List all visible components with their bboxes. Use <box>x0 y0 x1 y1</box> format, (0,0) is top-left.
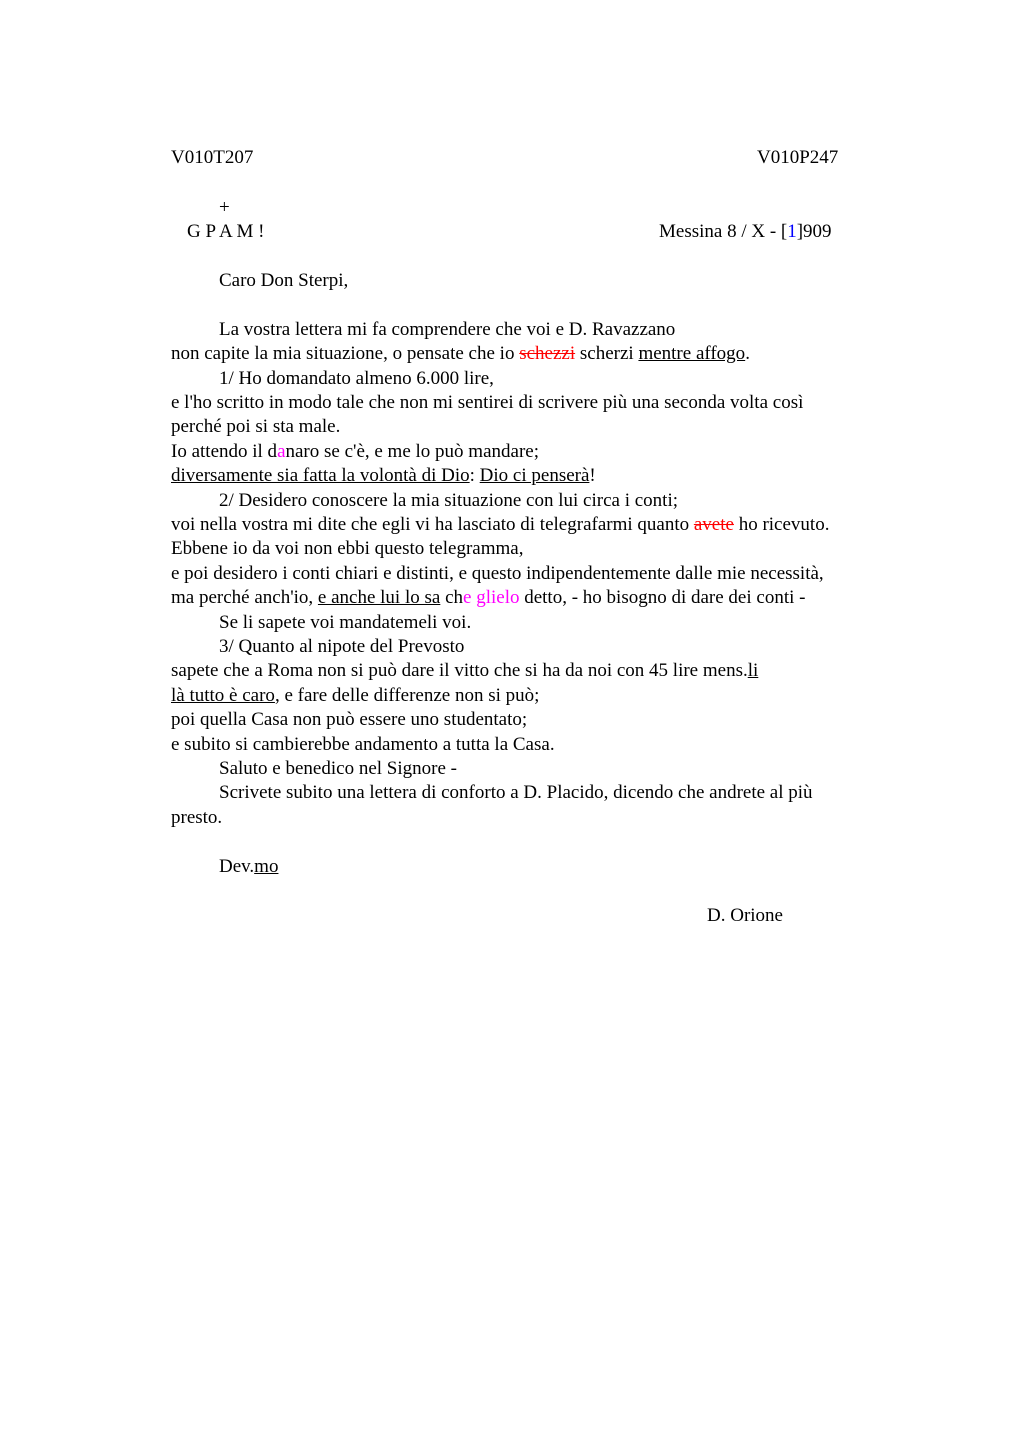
salutation: Caro Don Sterpi, <box>219 270 349 291</box>
underlined-phrase: Dio ci penserà <box>479 465 590 486</box>
text-line: Saluto e benedico nel Signore - <box>219 758 457 779</box>
cross-mark: + <box>219 197 230 218</box>
text-line: ma perché anch'io, e anche lui lo sa che glielo detto, - ho bisogno di dare dei conti - <box>171 587 806 608</box>
document-code-left: V010T207 <box>171 147 254 168</box>
signature: D. Orione <box>707 905 783 926</box>
text-line: Io attendo il danaro se c'è, e me lo può mandare; <box>171 441 539 462</box>
text-line: là tutto è caro, e fare delle differenze non si può; <box>171 685 540 706</box>
text-line: perché poi si sta male. <box>171 416 341 437</box>
closing: Dev.mo <box>219 856 279 877</box>
inserted-phrase: e glielo <box>463 587 520 608</box>
text-line: e poi desidero i conti chiari e distinti, e questo indipendentemente dalle mie necessità, <box>171 563 824 584</box>
underlined-phrase: li <box>747 660 759 681</box>
struck-word: schezzi <box>519 343 576 364</box>
struck-word: avete <box>693 514 734 535</box>
underlined-phrase: mo <box>254 856 279 877</box>
motto: G P A M ! <box>187 221 265 242</box>
text-line: diversamente sia fatta la volontà di Dio: Dio ci penserà! <box>171 465 596 486</box>
editorial-insertion: 1 <box>787 221 797 242</box>
underlined-phrase: diversamente sia fatta la volontà di Dio <box>171 465 470 486</box>
underlined-phrase: mentre affogo <box>638 343 746 364</box>
text-line: Se li sapete voi mandatemeli voi. <box>219 612 472 633</box>
text-line: 2/ Desidero conoscere la mia situazione con lui circa i conti; <box>219 490 678 511</box>
text-line: voi nella vostra mi dite che egli vi ha lasciato di telegrafarmi quanto avete ho ricevuto. <box>171 514 830 535</box>
inserted-letter: a <box>277 441 286 462</box>
text-line: 1/ Ho domandato almeno 6.000 lire, <box>219 368 494 389</box>
document-code-right: V010P247 <box>757 147 839 168</box>
text-line: Ebbene io da voi non ebbi questo telegramma, <box>171 538 524 559</box>
text-line: 3/ Quanto al nipote del Prevosto <box>219 636 465 657</box>
underlined-phrase: là tutto è caro <box>171 685 275 706</box>
text-line: poi quella Casa non può essere uno studentato; <box>171 709 528 730</box>
text-line: Scrivete subito una lettera di conforto a D. Placido, dicendo che andrete al più <box>219 782 813 803</box>
text-line: presto. <box>171 807 223 828</box>
text-line: non capite la mia situazione, o pensate che io schezzi scherzi mentre affogo. <box>171 343 750 364</box>
text-line: e subito si cambierebbe andamento a tutta la Casa. <box>171 734 555 755</box>
underlined-phrase: e anche lui lo sa <box>317 587 441 608</box>
text-line: e l'ho scritto in modo tale che non mi sentirei di scrivere più una seconda volta così <box>171 392 804 413</box>
place-date: Messina 8 / X - [1]909 <box>659 221 832 242</box>
text-line: sapete che a Roma non si può dare il vitto che si ha da noi con 45 lire mens.li <box>171 660 759 681</box>
text-line: La vostra lettera mi fa comprendere che voi e D. Ravazzano <box>219 319 676 340</box>
